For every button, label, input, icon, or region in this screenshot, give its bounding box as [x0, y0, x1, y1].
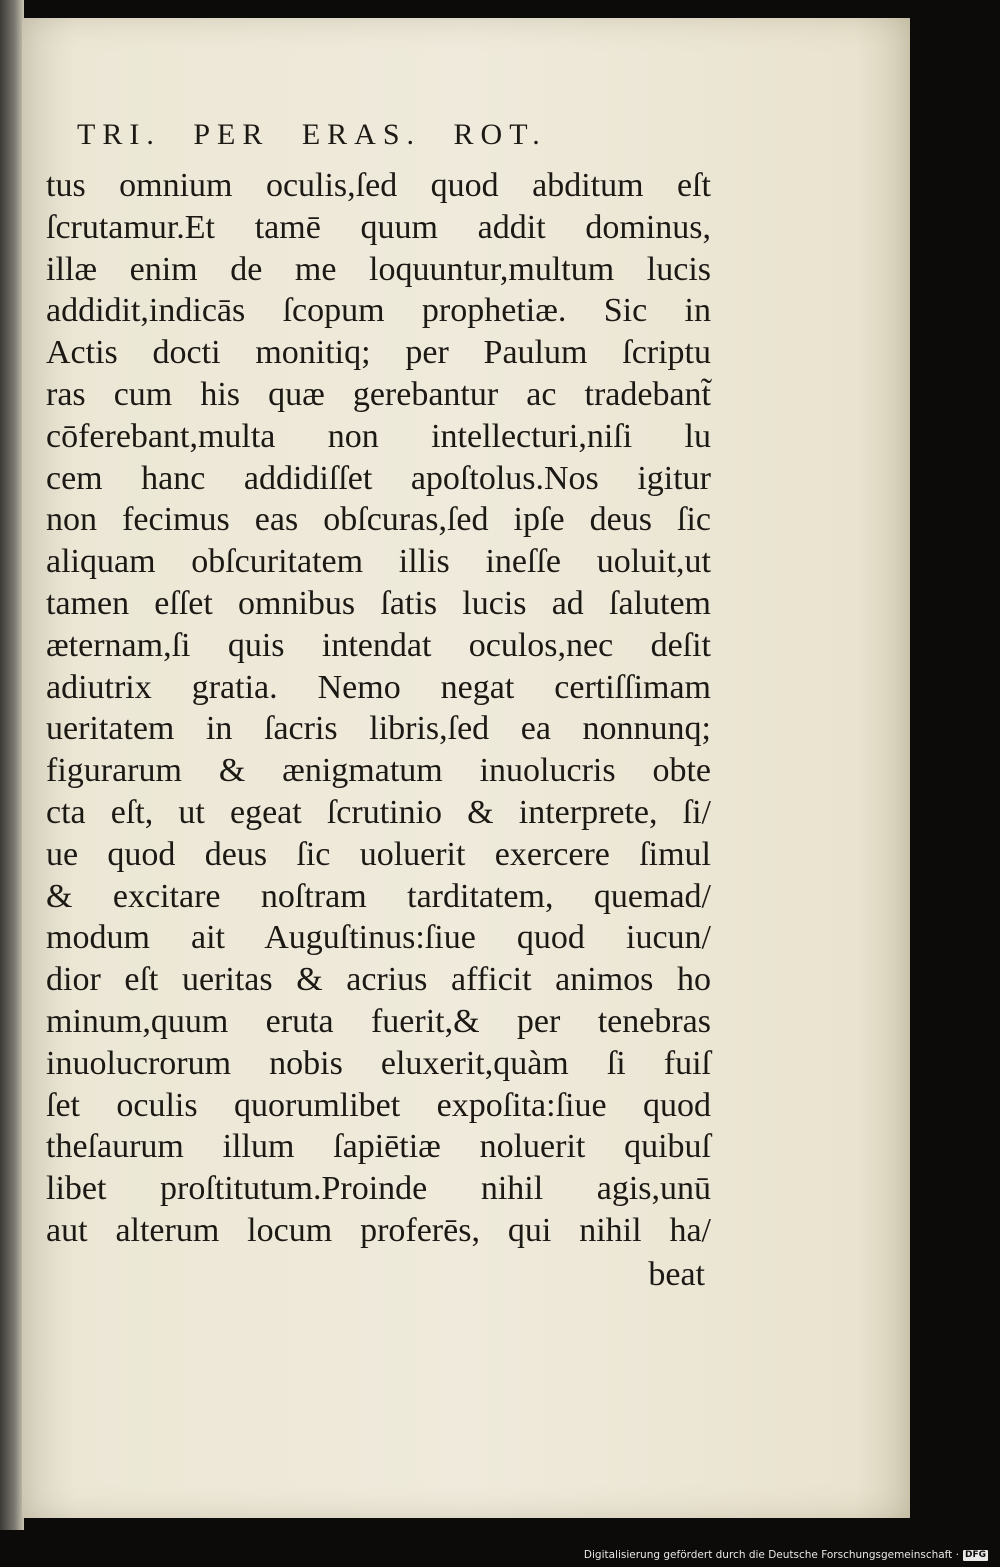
- digitization-credit: [584, 1549, 988, 1561]
- text-line: addidit,indicās ſcopum prophetiæ. Sic in: [46, 292, 711, 330]
- text-line: libet proſtitutum.Proinde nihil agis,unū: [46, 1170, 711, 1208]
- text-line: ras cum his quæ gerebantur ac tradebant̃: [46, 375, 711, 413]
- book-edge: [0, 0, 24, 1530]
- text-line: ueritatem in ſacris libris,ſed ea nonnunq;: [46, 710, 711, 748]
- credit-text: Digitalisierung gefördert durch die Deutsche Forschungsgemeinschaft ·: [583, 1549, 959, 1561]
- text-line: non fecimus eas obſcuras,ſed ipſe deus ſic: [46, 501, 711, 539]
- text-line: Actis docti monitiq; per Paulum ſcriptu: [46, 334, 711, 372]
- text-line: inuolucrorum nobis eluxerit,quàm ſi fuiſ: [46, 1044, 711, 1082]
- text-line: dior eſt ueritas & acrius afficit animos ho: [46, 961, 711, 999]
- text-line: illæ enim de me loquuntur,multum lucis: [46, 250, 711, 288]
- text-line: ue quod deus ſic uoluerit exercere ſimul: [46, 835, 711, 873]
- text-line: minum,quum eruta fuerit,& per tenebras: [46, 1002, 711, 1040]
- text-line: figurarum & ænigmatum inuolucris obte: [46, 752, 711, 790]
- text-line: æternam,ſi quis intendat oculos,nec deſit: [46, 626, 711, 664]
- text-line: ſet oculis quorumlibet expoſita:ſiue quod: [46, 1086, 711, 1124]
- running-head: TRI. PER ERAS. ROT.: [77, 118, 547, 151]
- text-line: theſaurum illum ſapiētiæ noluerit quibuſ: [46, 1128, 711, 1166]
- catchword: beat: [648, 1256, 705, 1293]
- text-line: & excitare noſtram tarditatem, quemad/: [46, 877, 711, 915]
- text-line: tamen eſſet omnibus ſatis lucis ad ſalutem: [46, 584, 711, 622]
- text-line: cōferebant,multa non intellecturi,niſi lu: [46, 417, 711, 455]
- text-line: cem hanc addidiſſet apoſtolus.Nos igitur: [46, 459, 711, 497]
- text-line: adiutrix gratia. Nemo negat certiſſimam: [46, 668, 711, 706]
- text-line: aut alterum locum proferēs, qui nihil ha/: [46, 1211, 711, 1249]
- text-line: ſcrutamur.Et tamē quum addit dominus,: [46, 208, 711, 246]
- dfg-logo: DFG: [964, 1549, 986, 1560]
- text-line: aliquam obſcuritatem illis ineſſe uoluit,ut: [46, 543, 711, 581]
- text-block: [46, 165, 711, 1252]
- text-line: tus omnium oculis,ſed quod abditum eſt: [46, 167, 711, 204]
- text-line: modum ait Auguſtinus:ſiue quod iucun/: [46, 919, 711, 957]
- text-line: cta eſt, ut egeat ſcrutinio & interprete, ſi/: [46, 793, 711, 831]
- book-page: [22, 18, 910, 1518]
